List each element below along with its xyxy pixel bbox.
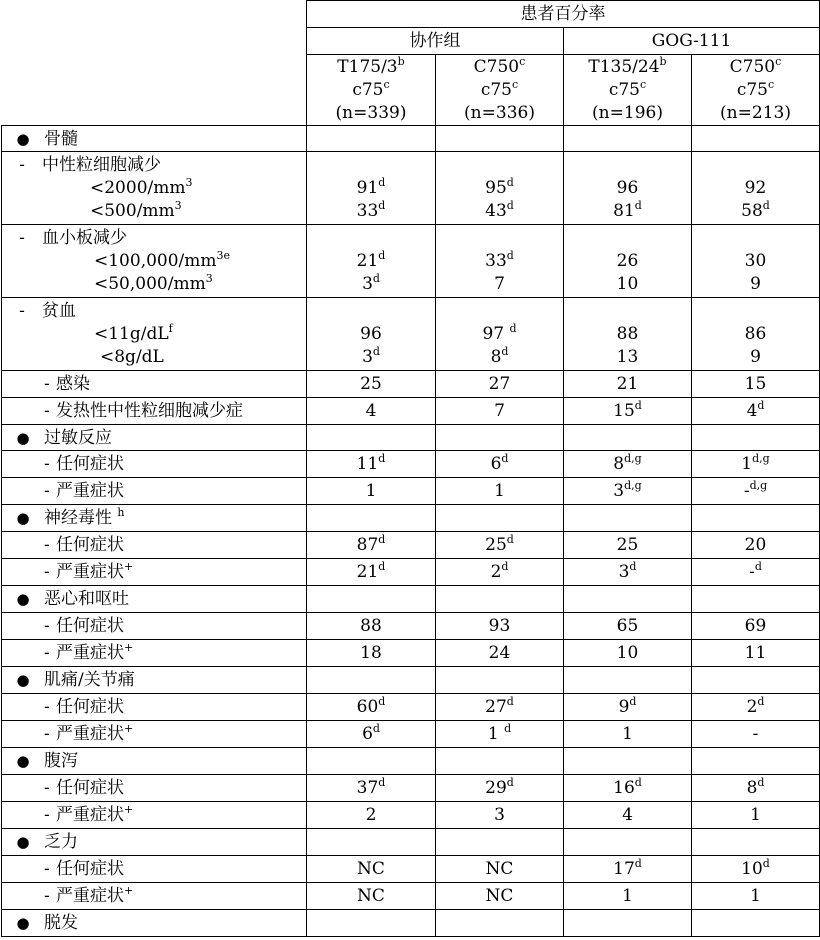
header-col-4: C750$^c$ c75$^c$ (n=213) (692, 55, 820, 126)
value-cell: 37$^d$ (307, 775, 436, 802)
value-cell: 1 (692, 802, 820, 829)
row-label: - 任何症状 (2, 532, 307, 559)
value-cell: 15 (692, 371, 820, 398)
value-cell: -$^{d,g}$ (692, 478, 820, 505)
row-fatigue-any (2, 856, 820, 883)
row-diarrhea-any (2, 775, 820, 802)
row-label: - 发热性中性粒细胞减少症 (2, 398, 307, 425)
value-cell: 92 58$^d$ (692, 152, 820, 225)
value-cell: 3 (436, 802, 564, 829)
value-cell: 27 (436, 371, 564, 398)
value-cell: 16$^d$ (564, 775, 692, 802)
value-cell: 20 (692, 532, 820, 559)
toxicity-table (1, 0, 820, 937)
value-cell: 11 (692, 640, 820, 667)
value-cell: 17$^d$ (564, 856, 692, 883)
value-cell: 1 (436, 478, 564, 505)
value-cell: 1 (564, 883, 692, 910)
value-cell: 25 (564, 532, 692, 559)
value-cell: 96 81$^d$ (564, 152, 692, 225)
section-row-myalgia (2, 667, 820, 694)
value-cell: 88 (307, 613, 436, 640)
value-cell: 97 $^d$ 8$^d$ (436, 298, 564, 371)
row-label: - 严重症状+ (2, 721, 307, 748)
value-cell: 1 (307, 478, 436, 505)
row-allergy-any (2, 451, 820, 478)
header-group-gog: GOG-111 (564, 28, 820, 55)
section-label: ● 骨髓 (2, 126, 307, 152)
row-label: - 任何症状 (2, 694, 307, 721)
row-anemia (2, 298, 820, 371)
value-cell: 4 (564, 802, 692, 829)
value-cell: 3$^{d,g}$ (564, 478, 692, 505)
row-label: - 任何症状 (2, 856, 307, 883)
value-cell: 29$^d$ (436, 775, 564, 802)
value-cell: 21 (564, 371, 692, 398)
value-cell: 33$^d$ 7 (436, 225, 564, 298)
row-neuro-severe (2, 559, 820, 586)
row-neuro-any (2, 532, 820, 559)
value-cell: 18 (307, 640, 436, 667)
row-febrile-neutropenia (2, 398, 820, 425)
section-label: ● 腹泻 (2, 748, 307, 775)
value-cell: 65 (564, 613, 692, 640)
value-cell: 60$^d$ (307, 694, 436, 721)
section-row-alopecia (2, 910, 820, 937)
section-row-nausea (2, 586, 820, 613)
header-col-1: T175/3$^b$ c75$^c$ (n=339) (307, 55, 436, 126)
row-myalgia-any (2, 694, 820, 721)
value-cell: 96 3$^d$ (307, 298, 436, 371)
value-cell: 25$^d$ (436, 532, 564, 559)
section-row-diarrhea (2, 748, 820, 775)
section-row-allergy (2, 425, 820, 451)
row-label: - 严重症状+ (2, 559, 307, 586)
section-label: ● 过敏反应 (2, 425, 307, 451)
value-cell: 91$^d$ 33$^d$ (307, 152, 436, 225)
value-cell: 10 (564, 640, 692, 667)
value-cell: 88 13 (564, 298, 692, 371)
value-cell: - (692, 721, 820, 748)
value-cell: 1$^{d,g}$ (692, 451, 820, 478)
value-cell: 10$^d$ (692, 856, 820, 883)
value-cell: 2$^d$ (692, 694, 820, 721)
row-label: - 任何症状 (2, 775, 307, 802)
value-cell: 26 10 (564, 225, 692, 298)
row-label: - 严重症状+ (2, 883, 307, 910)
value-cell: 95$^d$ 43$^d$ (436, 152, 564, 225)
value-cell: 6$^d$ (436, 451, 564, 478)
value-cell: 30 9 (692, 225, 820, 298)
value-cell: 24 (436, 640, 564, 667)
row-label: - 严重症状 (2, 478, 307, 505)
row-fatigue-severe (2, 883, 820, 910)
value-cell: 3$^d$ (564, 559, 692, 586)
value-cell: NC (436, 883, 564, 910)
section-label: ● 乏力 (2, 829, 307, 856)
header-group-collab: 协作组 (307, 28, 564, 55)
value-cell: NC (307, 856, 436, 883)
row-label: - 任何症状 (2, 613, 307, 640)
header-blank-cell (2, 1, 307, 126)
value-cell: 15$^d$ (564, 398, 692, 425)
header-patient-percentage: 患者百分率 (307, 1, 820, 28)
value-cell: 2$^d$ (436, 559, 564, 586)
row-label: - 严重症状+ (2, 640, 307, 667)
row-label: - 中性粒细胞减少 $<2000/mm^3$ $<500/mm^3$ (2, 152, 307, 225)
value-cell: 6$^d$ (307, 721, 436, 748)
row-myalgia-severe (2, 721, 820, 748)
row-diarrhea-severe (2, 802, 820, 829)
row-label: - 感染 (2, 371, 307, 398)
section-label: ● 脱发 (2, 910, 307, 937)
value-cell: -$^d$ (692, 559, 820, 586)
value-cell: 8$^{d,g}$ (564, 451, 692, 478)
value-cell: 9$^d$ (564, 694, 692, 721)
value-cell: 25 (307, 371, 436, 398)
row-thrombocytopenia (2, 225, 820, 298)
value-cell: NC (307, 883, 436, 910)
row-nausea-any (2, 613, 820, 640)
section-row-bone-marrow (2, 126, 820, 152)
value-cell: 7 (436, 398, 564, 425)
row-label: - 贫血 $<11g/dL^f$ <8g/dL (2, 298, 307, 371)
section-row-fatigue (2, 829, 820, 856)
value-cell: 27$^d$ (436, 694, 564, 721)
value-cell: 93 (436, 613, 564, 640)
value-cell: 86 9 (692, 298, 820, 371)
row-allergy-severe (2, 478, 820, 505)
section-label: ● 神经毒性 $^h$ (2, 505, 307, 532)
header-col-3: T135/24$^b$ c75$^c$ (n=196) (564, 55, 692, 126)
value-cell: NC (436, 856, 564, 883)
section-label: ● 恶心和呕吐 (2, 586, 307, 613)
section-label: ● 肌痛/关节痛 (2, 667, 307, 694)
value-cell: 1 (564, 721, 692, 748)
row-label: - 任何症状 (2, 451, 307, 478)
value-cell: 1 $^d$ (436, 721, 564, 748)
value-cell: 8$^d$ (692, 775, 820, 802)
value-cell: 4 (307, 398, 436, 425)
value-cell: 21$^d$ 3$^d$ (307, 225, 436, 298)
value-cell: 1 (692, 883, 820, 910)
value-cell: 69 (692, 613, 820, 640)
row-label: - 血小板减少 $<100,000/mm^{3e}$ $<50,000/mm^3$ (2, 225, 307, 298)
value-cell: 11$^d$ (307, 451, 436, 478)
row-infection (2, 371, 820, 398)
value-cell: 87$^d$ (307, 532, 436, 559)
header-row-top (2, 1, 820, 28)
header-col-2: C750$^c$ c75$^c$ (n=336) (436, 55, 564, 126)
row-neutropenia (2, 152, 820, 225)
value-cell: 4$^d$ (692, 398, 820, 425)
row-nausea-severe (2, 640, 820, 667)
value-cell: 2 (307, 802, 436, 829)
section-row-neurotoxicity (2, 505, 820, 532)
value-cell: 21$^d$ (307, 559, 436, 586)
row-label: - 严重症状+ (2, 802, 307, 829)
